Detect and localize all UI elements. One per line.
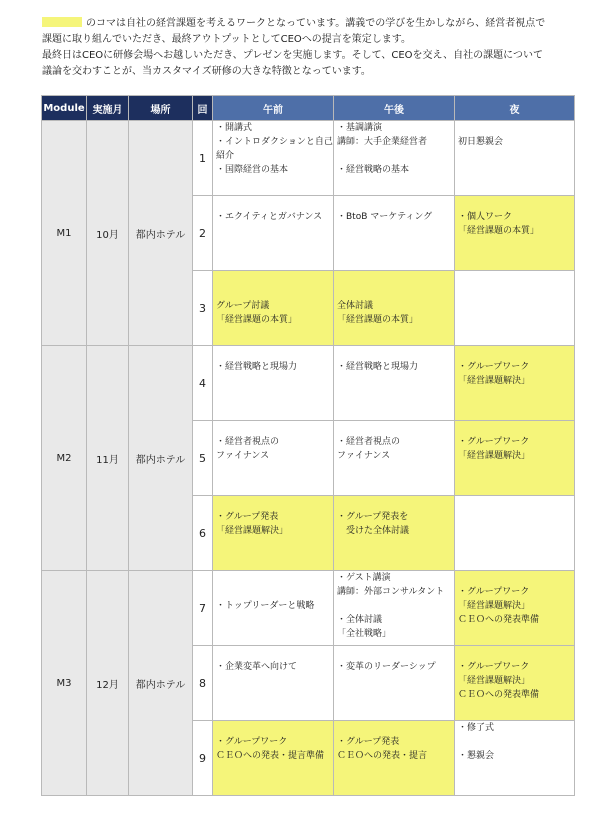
- slot-line: ・全体討議: [337, 615, 383, 625]
- slot-line: ・経営者視点の: [216, 437, 280, 447]
- header-place: 場所: [129, 96, 193, 121]
- slot-line: ・基調講演: [337, 123, 383, 133]
- slot-line: 講師：外部コンサルタント: [337, 587, 445, 597]
- slot-line: 「経営課題の本質」: [216, 315, 298, 325]
- slot-am: [213, 196, 334, 271]
- session-number: 3: [193, 271, 213, 346]
- slot-line: ・ゲスト講演: [337, 573, 391, 583]
- session-number: 2: [193, 196, 213, 271]
- slot-line: ファイナンス: [216, 451, 270, 461]
- slot-line: 受けた全体討議: [337, 526, 410, 536]
- slot-line: ・国際経営の基本: [216, 165, 289, 175]
- header-night: 夜: [455, 96, 575, 121]
- table-row: [42, 121, 575, 196]
- slot-line: ・イントロダクションと自己紹介: [216, 137, 333, 161]
- slot-line: 初日懇親会: [458, 137, 504, 147]
- session-number: 5: [193, 421, 213, 496]
- intro-line-1-text: のコマは自社の経営課題を考えるワークとなっています。講義での学びを生かしながら、経営者視点で: [86, 18, 546, 29]
- slot-night: [455, 721, 575, 796]
- slot-line: ・経営戦略と現場力: [337, 362, 419, 372]
- slot-line: 「経営課題解決」: [458, 376, 531, 386]
- slot-line: ・グループワーク: [458, 437, 530, 447]
- header-am: 午前: [213, 96, 334, 121]
- slot-line: 「経営課題解決」: [458, 451, 531, 461]
- slot-line: ＣＥＯへの発表準備: [458, 615, 540, 625]
- slot-line: [455, 346, 574, 360]
- slot-line: ・エクイティとガバナンス: [216, 212, 323, 222]
- slot-pm: [334, 196, 455, 271]
- slot-line: [334, 721, 454, 735]
- slot-line: [455, 571, 574, 585]
- highlight-swatch: [42, 17, 82, 27]
- slot-line: 講師：大手企業経営者: [337, 137, 428, 147]
- slot-line: ・経営戦略と現場力: [216, 362, 298, 372]
- slot-night: [455, 271, 575, 346]
- slot-line: ＣＥＯへの発表・提言: [337, 751, 428, 761]
- schedule-table: [41, 95, 575, 796]
- slot-line: ・変革のリーダーシップ: [337, 662, 436, 672]
- slot-line: [213, 571, 333, 585]
- slot-night: [455, 496, 575, 571]
- slot-line: [213, 421, 333, 435]
- slot-line: [334, 646, 454, 660]
- module-cell: M2: [42, 346, 87, 571]
- session-number: 4: [193, 346, 213, 421]
- slot-line: ・トップリーダーと戦略: [216, 601, 315, 611]
- slot-am: [213, 646, 334, 721]
- slot-line: ・BtoB マーケティング: [337, 212, 433, 222]
- slot-night: [455, 346, 575, 421]
- slot-line: 「経営課題の本質」: [458, 226, 540, 236]
- slot-line: ・グループワーク: [458, 662, 530, 672]
- slot-line: 「経営課題解決」: [458, 601, 531, 611]
- slot-line: ・修了式: [458, 723, 495, 733]
- slot-am: [213, 121, 334, 196]
- session-number: 7: [193, 571, 213, 646]
- header-pm: 午後: [334, 96, 455, 121]
- slot-line: [455, 735, 574, 749]
- slot-pm: [334, 496, 455, 571]
- slot-line: ファイナンス: [337, 451, 391, 461]
- schedule-body: [42, 121, 575, 796]
- slot-line: [213, 646, 333, 660]
- slot-line: ・グループワーク: [458, 362, 530, 372]
- session-number: 9: [193, 721, 213, 796]
- slot-line: [213, 721, 333, 735]
- slot-line: [213, 585, 333, 599]
- header-num: 回: [193, 96, 213, 121]
- slot-line: ・企業変革へ向けて: [216, 662, 298, 672]
- place-cell: 都内ホテル: [129, 121, 193, 346]
- slot-line: ・開講式: [216, 123, 253, 133]
- slot-night: [455, 421, 575, 496]
- slot-line: グループ討議: [216, 301, 270, 311]
- slot-line: [455, 421, 574, 435]
- intro-line-1: [42, 16, 582, 32]
- slot-line: [213, 271, 333, 285]
- slot-line: 「経営課題解決」: [216, 526, 289, 536]
- slot-line: [213, 496, 333, 510]
- slot-line: [455, 121, 574, 135]
- slot-line: [213, 285, 333, 299]
- module-cell: M3: [42, 571, 87, 796]
- slot-line: 「経営課題の本質」: [337, 315, 419, 325]
- module-cell: M1: [42, 121, 87, 346]
- intro-line-4: 議論を交わすことが、当カスタマイズ研修の大きな特徴となっています。: [42, 66, 371, 77]
- slot-night: [455, 646, 575, 721]
- slot-line: ・経営戦略の基本: [337, 165, 410, 175]
- slot-am: [213, 421, 334, 496]
- slot-line: [334, 285, 454, 299]
- slot-line: [455, 646, 574, 660]
- slot-line: ・グループ発表: [337, 737, 400, 747]
- table-row: [42, 346, 575, 421]
- slot-line: [213, 196, 333, 210]
- slot-line: ・懇親会: [458, 751, 495, 761]
- slot-line: ・個人ワーク: [458, 212, 513, 222]
- slot-night: [455, 121, 575, 196]
- session-number: 6: [193, 496, 213, 571]
- table-header-row: [42, 96, 575, 121]
- slot-pm: [334, 271, 455, 346]
- slot-line: ・グループワーク: [458, 587, 530, 597]
- session-number: 1: [193, 121, 213, 196]
- slot-night: [455, 196, 575, 271]
- slot-line: [334, 496, 454, 510]
- slot-am: [213, 571, 334, 646]
- slot-line: [455, 196, 574, 210]
- slot-line: ・グループ発表を: [337, 512, 409, 522]
- slot-line: [334, 421, 454, 435]
- slot-line: ・経営者視点の: [337, 437, 401, 447]
- slot-line: [334, 196, 454, 210]
- slot-pm: [334, 646, 455, 721]
- month-cell: 11月: [87, 346, 129, 571]
- slot-line: [334, 346, 454, 360]
- slot-line: ・グループワーク: [216, 737, 288, 747]
- intro-text: [42, 16, 582, 80]
- slot-line: ＣＥＯへの発表準備: [458, 690, 540, 700]
- intro-line-3: 最終日はCEOに研修会場へお越しいただき、プレゼンを実施します。そして、CEOを交え、自社の課題について: [42, 50, 543, 61]
- slot-am: [213, 271, 334, 346]
- month-cell: 12月: [87, 571, 129, 796]
- slot-pm: [334, 421, 455, 496]
- slot-pm: [334, 721, 455, 796]
- slot-am: [213, 496, 334, 571]
- slot-night: [455, 571, 575, 646]
- slot-line: [334, 271, 454, 285]
- slot-pm: [334, 346, 455, 421]
- header-month: 実施月: [87, 96, 129, 121]
- header-module: Module: [42, 96, 87, 121]
- table-row: [42, 571, 575, 646]
- slot-line: ＣＥＯへの発表・提言準備: [216, 751, 325, 761]
- session-number: 8: [193, 646, 213, 721]
- place-cell: 都内ホテル: [129, 346, 193, 571]
- slot-line: ・グループ発表: [216, 512, 279, 522]
- slot-line: 「経営課題解決」: [458, 676, 531, 686]
- slot-line: 「全社戦略」: [337, 629, 392, 639]
- intro-line-2: 課題に取り組んでいただき、最終アウトプットとしてCEOへの提言を策定します。: [42, 34, 411, 45]
- slot-am: [213, 346, 334, 421]
- month-cell: 10月: [87, 121, 129, 346]
- slot-line: [334, 599, 454, 613]
- slot-pm: [334, 121, 455, 196]
- slot-line: [213, 346, 333, 360]
- slot-pm: [334, 571, 455, 646]
- slot-line: 全体討議: [337, 301, 374, 311]
- slot-line: [334, 149, 454, 163]
- place-cell: 都内ホテル: [129, 571, 193, 796]
- slot-am: [213, 721, 334, 796]
